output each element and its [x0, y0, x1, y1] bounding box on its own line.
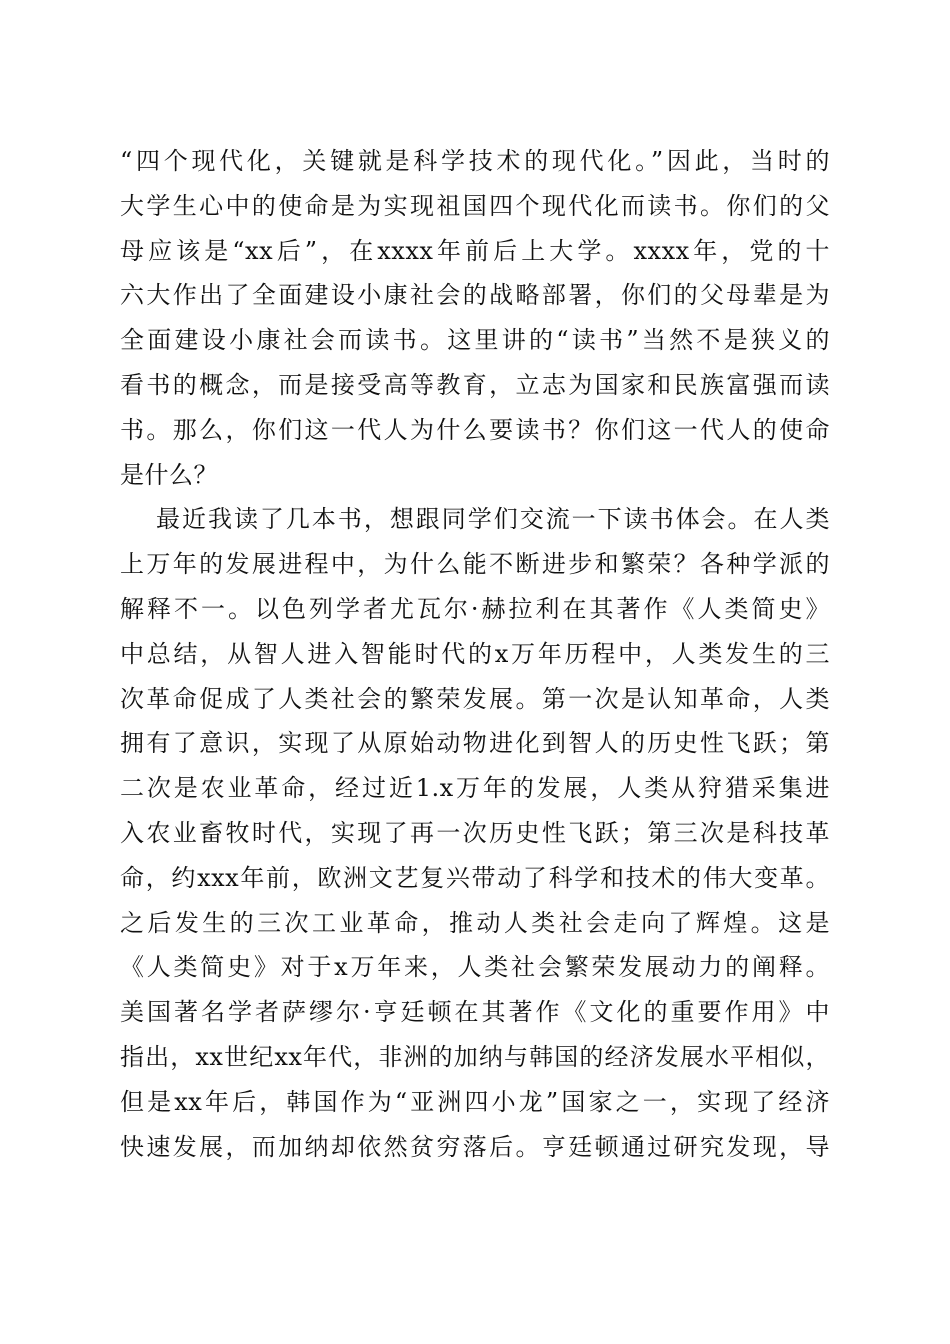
text-line: 上万年的发展进程中，为什么能不断进步和繁荣？各种学派的: [120, 550, 830, 579]
text-line: 六大作出了全面建设小康社会的战略部署，你们的父母辈是为: [120, 281, 830, 310]
text-line: 《人类简史》对于x万年来，人类社会繁荣发展动力的阐释。: [120, 953, 830, 982]
body-text: [120, 139, 830, 1169]
text-line: 母应该是“xx后”，在xxxx年前后上大学。xxxx年，党的十: [120, 236, 830, 265]
text-line: 书。那么，你们这一代人为什么要读书？你们这一代人的使命: [120, 415, 830, 444]
text-line: 美国著名学者萨缪尔·亨廷顿在其著作《文化的重要作用》中: [120, 998, 830, 1027]
text-line: 中总结，从智人进入智能时代的x万年历程中，人类发生的三: [120, 639, 830, 668]
text-line: 指出，xx世纪xx年代，非洲的加纳与韩国的经济发展水平相似，: [120, 1042, 830, 1071]
text-line: 命，约xxx年前，欧洲文艺复兴带动了科学和技术的伟大变革。: [120, 863, 830, 892]
text-line: 看书的概念，而是接受高等教育，立志为国家和民族富强而读: [120, 370, 830, 399]
text-line: 全面建设小康社会而读书。这里讲的“读书”当然不是狭义的: [120, 326, 830, 355]
paragraph-2: [120, 497, 830, 1169]
text-line: 是什么？: [120, 460, 218, 489]
paragraph-1: [120, 139, 830, 497]
text-line: 大学生心中的使命是为实现祖国四个现代化而读书。你们的父: [120, 191, 830, 220]
text-line: 但是xx年后，韩国作为“亚洲四小龙”国家之一，实现了经济: [120, 1087, 830, 1116]
text-line: “四个现代化，关键就是科学技术的现代化。”因此，当时的: [120, 147, 830, 175]
text-line: 解释不一。以色列学者尤瓦尔·赫拉利在其著作《人类简史》: [120, 594, 830, 623]
text-line: 二次是农业革命，经过近1.x万年的发展，人类从狩猎采集进: [120, 774, 830, 803]
text-line: 次革命促成了人类社会的繁荣发展。第一次是认知革命，人类: [120, 684, 830, 713]
text-line: 入农业畜牧时代，实现了再一次历史性飞跃；第三次是科技革: [120, 818, 830, 847]
text-line: 拥有了意识，实现了从原始动物进化到智人的历史性飞跃；第: [120, 729, 830, 758]
text-line: 快速发展，而加纳却依然贫穷落后。亨廷顿通过研究发现，导: [120, 1132, 830, 1161]
text-line: 之后发生的三次工业革命，推动人类社会走向了辉煌。这是: [120, 908, 830, 937]
text-line: 最近我读了几本书，想跟同学们交流一下读书体会。在人类: [156, 505, 830, 534]
